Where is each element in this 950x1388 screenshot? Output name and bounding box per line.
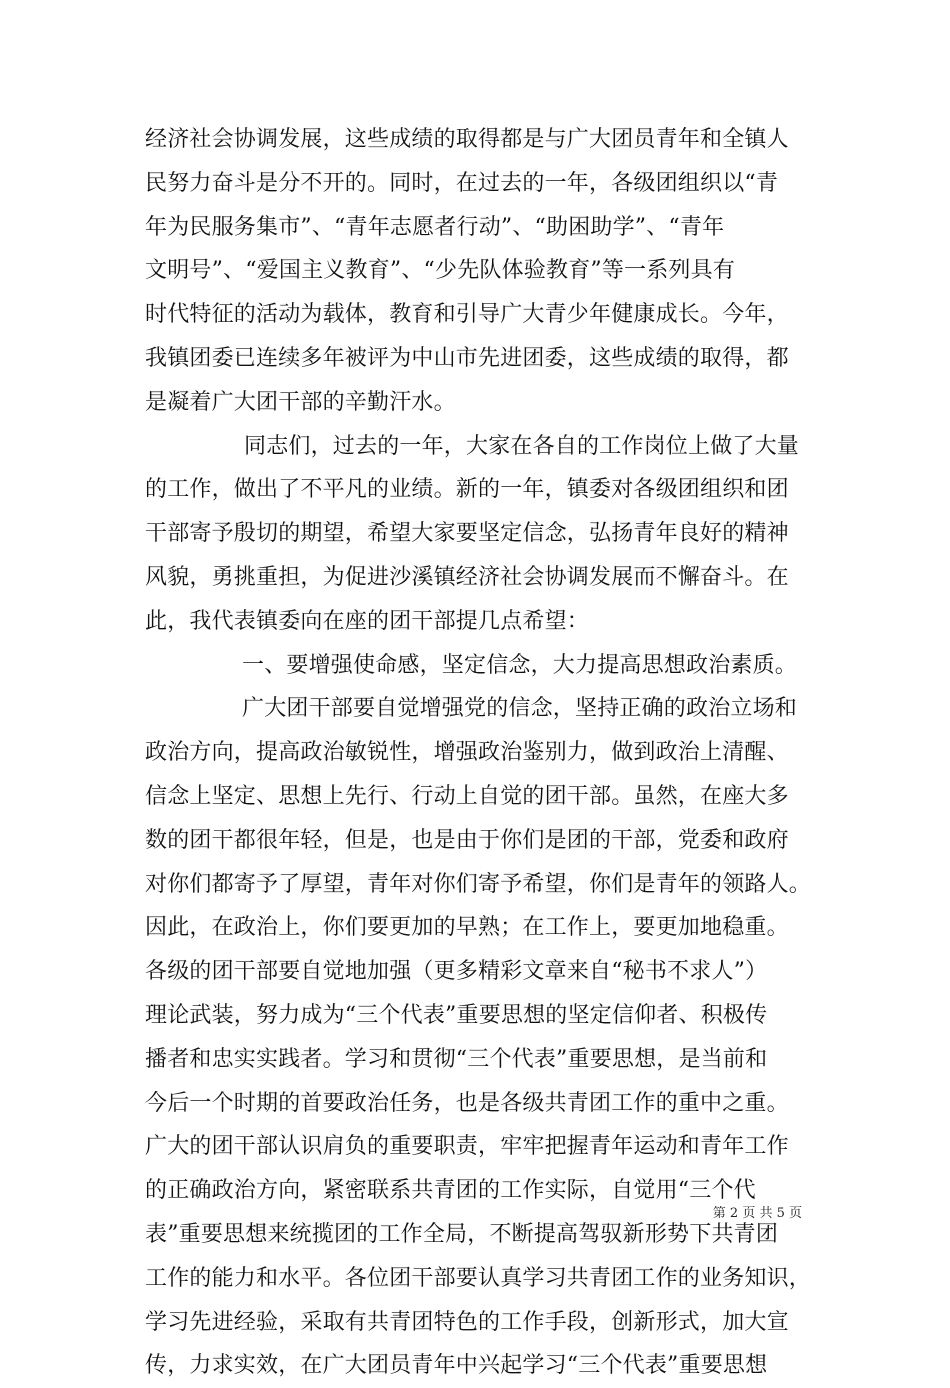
text-line: 数的团干都很年轻，但是，也是由于你们是团的干部，党委和政府: [145, 827, 789, 853]
text-line: 文明号”、“爱国主义教育”、“少先队体验教育”等一系列具有: [145, 258, 736, 284]
text-line: 理论武装，努力成为“三个代表”重要思想的坚定信仰者、积极传: [145, 1002, 768, 1028]
text-line: 信念上坚定、思想上先行、行动上自觉的团干部。虽然，在座大多: [145, 783, 789, 809]
text-line: 播者和忠实实践者。学习和贯彻“三个代表”重要思想，是当前和: [145, 1046, 768, 1072]
text-line: 民努力奋斗是分不开的。同时，在过去的一年，各级团组织以“青: [145, 170, 779, 196]
text-line: 的工作，做出了不平凡的业绩。新的一年，镇委对各级团组织和团: [145, 477, 789, 503]
text-line: 各级的团干部要自觉地加强（更多精彩文章来自“秘书不求人”）: [145, 959, 768, 985]
text-line: 今后一个时期的首要政治任务，也是各级共青团工作的重中之重。: [145, 1090, 789, 1116]
text-line: 广大的团干部认识肩负的重要职责，牢牢把握青年运动和青年工作: [145, 1134, 789, 1160]
paragraph-start-line: 同志们，过去的一年，大家在各自的工作岗位上做了大量: [244, 433, 800, 459]
text-line: 年为民服务集市”、“青年志愿者行动”、“助困助学”、“青年: [145, 214, 725, 240]
text-line: 此，我代表镇委向在座的团干部提几点希望：: [145, 608, 590, 634]
text-line: 对你们都寄予了厚望，青年对你们寄予希望，你们是青年的领路人。: [145, 871, 812, 897]
text-line: 风貌，勇挑重担，为促进沙溪镇经济社会协调发展而不懈奋斗。在: [145, 564, 789, 590]
text-line: 工作的能力和水平。各位团干部要认真学习共青团工作的业务知识，: [145, 1265, 812, 1291]
text-line: 的正确政治方向，紧密联系共青团的工作实际，自觉用“三个代: [145, 1178, 756, 1204]
paragraph-start-line: 广大团干部要自觉增强党的信念，坚持正确的政治立场和: [242, 696, 798, 722]
text-line: 表”重要思想来统揽团的工作全局，不断提高驾驭新形势下共青团: [145, 1221, 779, 1247]
text-line: 我镇团委已连续多年被评为中山市先进团委，这些成绩的取得，都: [145, 345, 789, 371]
page-number-footer: 第 2 页 共 5 页: [712, 1206, 802, 1221]
text-line: 因此，在政治上，你们要更加的早熟；在工作上，要更加地稳重。: [145, 915, 789, 941]
text-line: 是凝着广大团干部的辛勤汗水。: [145, 389, 456, 415]
section-heading: 一、要增强使命感，坚定信念，大力提高思想政治素质。: [242, 652, 798, 678]
text-line: 政治方向，提高政治敏锐性，增强政治鉴别力，做到政治上清醒、: [145, 740, 789, 766]
text-line: 传，力求实效，在广大团员青年中兴起学习“三个代表”重要思想: [145, 1353, 768, 1379]
body-text: [145, 118, 815, 1388]
text-line: 学习先进经验，采取有共青团特色的工作手段，创新形式，加大宣: [145, 1309, 789, 1335]
text-line: 干部寄予殷切的期望，希望大家要坚定信念，弘扬青年良好的精神: [145, 521, 789, 547]
text-line: 时代特征的活动为载体，教育和引导广大青少年健康成长。今年，: [145, 302, 789, 328]
text-line: 经济社会协调发展，这些成绩的取得都是与广大团员青年和全镇人: [145, 127, 789, 152]
